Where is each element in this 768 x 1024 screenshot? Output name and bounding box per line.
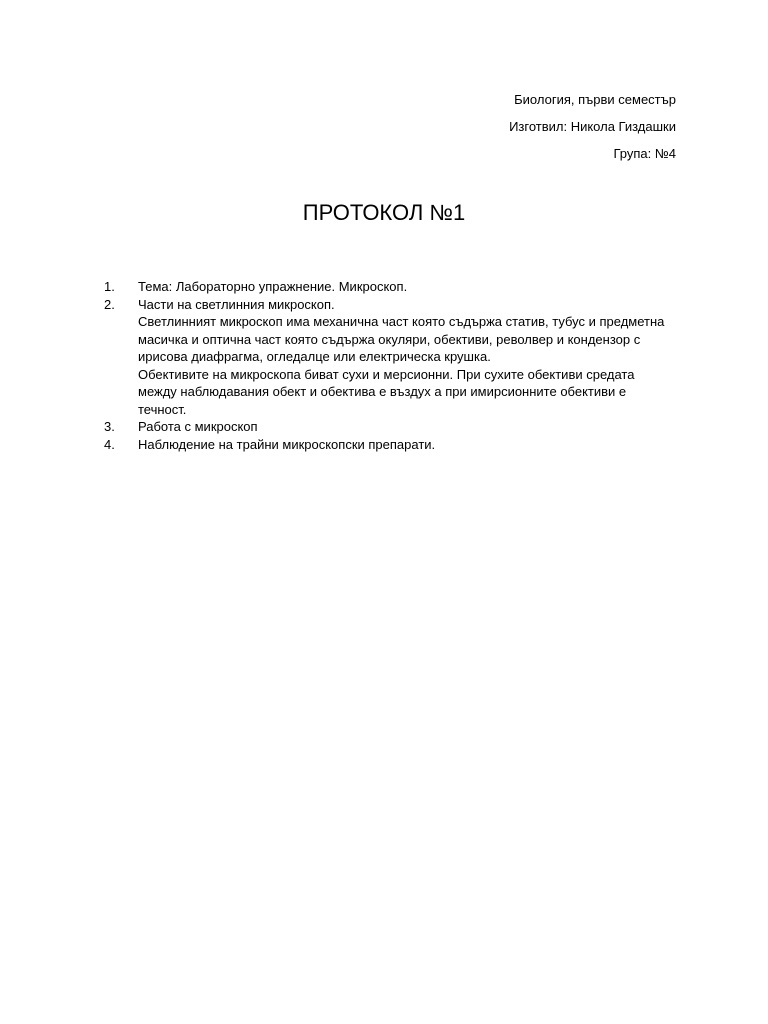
list-item-body [138,418,674,436]
list-item-number: 3. [104,419,115,434]
list-item-text: Работа с микроскоп [138,419,258,434]
list-item-body [138,296,674,419]
document-title: ПРОТОКОЛ №1 [302,200,466,225]
list-item [104,278,674,296]
list-item [104,418,674,436]
list-item-number: 4. [104,436,115,452]
numbered-list [104,278,674,453]
list-item [104,296,674,419]
list-item-text: Наблюдение на трайни микроскопски препарати. [138,436,436,452]
document-header [509,86,676,167]
paragraph-microscope-parts: Светлинният микроскоп има механична част която съдържа статив, тубус и предметна масичка и оптична част която съдържа окуляри, обективи, револвер и кондензор с ирисова диафрагма, огледалце или електрическа крушка. [138,314,665,364]
group-line: Група: №4 [613,146,676,161]
list-item-body [138,278,674,296]
list-item [104,436,674,454]
list-item-body [138,436,674,454]
list-item-text: Части на светлинния микроскоп. [138,296,335,312]
list-item-text: Тема: Лабораторно упражнение. Микроскоп. [138,279,408,294]
paragraph-objectives: Обективите на микроскопа биват сухи и мерсионни. При сухите обективи средата между наблюдавания обект и обектива е въздух а при имирсионните обективи е течност. [138,366,635,417]
course-line: Биология, първи семестър [514,92,676,107]
author-line: Изготвил: Никола Гиздашки [509,119,676,134]
list-item-number: 2. [104,296,115,312]
list-item-number: 1. [104,279,115,294]
